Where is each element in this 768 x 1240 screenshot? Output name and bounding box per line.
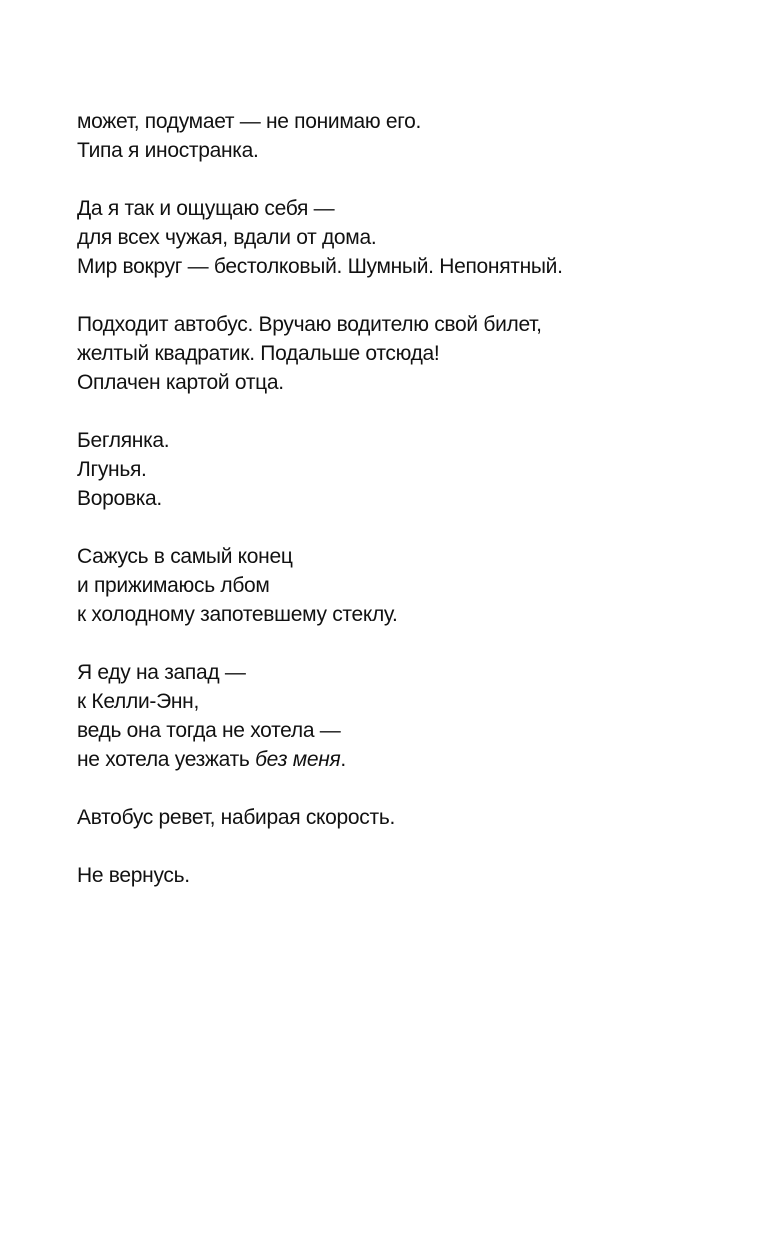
text-line: Подходит автобус. Вручаю водителю свой билет,	[77, 313, 542, 336]
stanza	[77, 107, 717, 165]
stanza	[77, 542, 717, 629]
text-line: и прижимаюсь лбом	[77, 574, 270, 597]
text-line: ведь она тогда не хотела —	[77, 719, 341, 742]
text-line: Лгунья.	[77, 458, 147, 481]
text-line: Сажусь в самый конец	[77, 545, 293, 568]
text-line: для всех чужая, вдали от дома.	[77, 226, 377, 249]
page-text	[77, 107, 717, 919]
text-line-end: .	[340, 748, 346, 771]
text-line: Да я так и ощущаю себя —	[77, 197, 335, 220]
text-line: к Келли-Энн,	[77, 690, 199, 713]
text-line: желтый квадратик. Подальше отсюда!	[77, 342, 440, 365]
text-line: Беглянка.	[77, 429, 170, 452]
text-line: Типа я иностранка.	[77, 139, 259, 162]
text-line	[77, 745, 717, 774]
stanza	[77, 658, 717, 774]
text-line: Мир вокруг — бестолковый. Шумный. Непонятный.	[77, 255, 563, 278]
text-line: Оплачен картой отца.	[77, 371, 284, 394]
stanza	[77, 861, 717, 890]
text-line: может, подумает — не понимаю его.	[77, 110, 422, 133]
stanza	[77, 310, 717, 397]
text-line-plain: не хотела уезжать	[77, 748, 256, 771]
text-line: Я еду на запад —	[77, 661, 246, 684]
stanza	[77, 426, 717, 513]
text-line: Не вернусь.	[77, 864, 190, 887]
stanza	[77, 194, 717, 281]
text-line: Автобус ревет, набирая скорость.	[77, 806, 396, 829]
stanza	[77, 803, 717, 832]
text-line: Воровка.	[77, 487, 162, 510]
text-line-italic: без меня	[255, 748, 341, 771]
text-line: к холодному запотевшему стеклу.	[77, 603, 398, 626]
